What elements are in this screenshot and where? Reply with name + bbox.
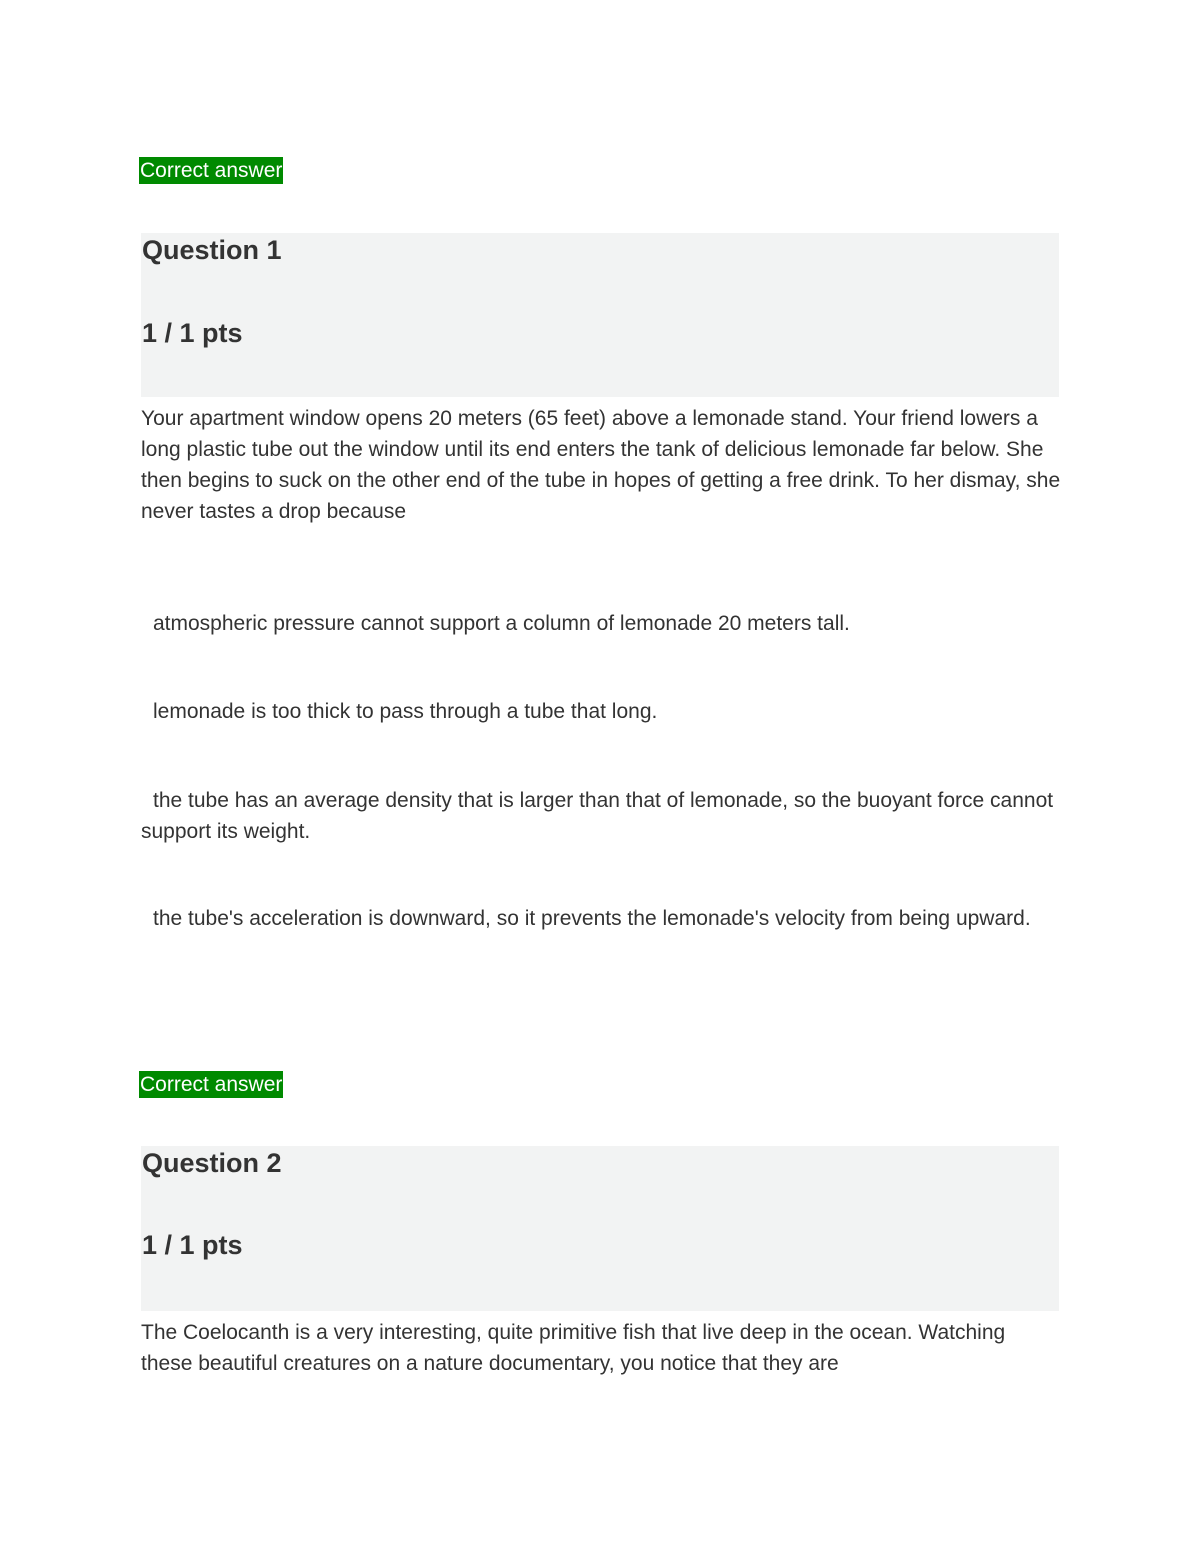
question-points: 1 / 1 pts bbox=[142, 318, 243, 348]
question-text: The Coelocanth is a very interesting, quite primitive fish that live deep in the ocean. Watching these beautiful creatures on a nature documentary, you notice that they are bbox=[141, 1321, 1006, 1375]
question-title: Question 2 bbox=[142, 1148, 282, 1178]
correct-answer-badge: Correct answer bbox=[140, 1073, 283, 1096]
question-title: Question 1 bbox=[142, 235, 282, 265]
question-header bbox=[141, 1146, 1059, 1311]
answer-option[interactable]: atmospheric pressure cannot support a column of lemonade 20 meters tall. bbox=[153, 612, 850, 635]
answer-option[interactable]: the tube has an average density that is larger than that of lemonade, so the buoyant force cannot support its weight. bbox=[141, 789, 1054, 843]
answer-option[interactable]: the tube's acceleration is downward, so it prevents the lemonade's velocity from being upward. bbox=[153, 907, 1031, 930]
question-text: Your apartment window opens 20 meters (65 feet) above a lemonade stand. Your friend lowers a long plastic tube out the window until its end enters the tank of delicious lemonade far below. She then begins to suck on the other end of the tube in hopes of getting a free drink. To her dismay, she never tastes a drop because bbox=[141, 407, 1061, 523]
question-header bbox=[141, 233, 1059, 397]
correct-answer-badge: Correct answer bbox=[140, 159, 283, 182]
answer-option[interactable]: lemonade is too thick to pass through a tube that long. bbox=[153, 700, 658, 723]
question-points: 1 / 1 pts bbox=[142, 1230, 243, 1260]
